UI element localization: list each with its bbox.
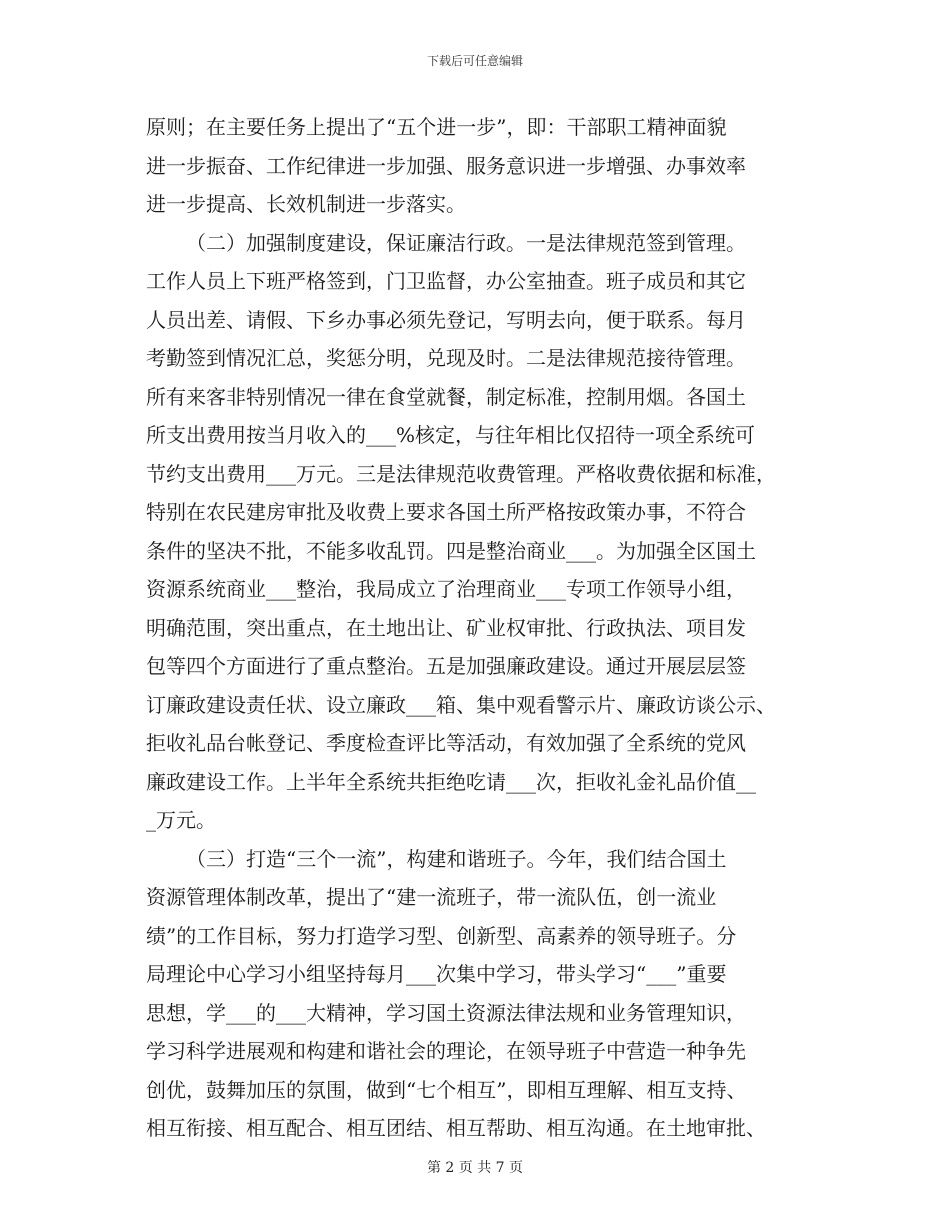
- text-line: 所支出费用按当月收入的___%核定，与往年相比仅招待一项全系统可: [146, 423, 756, 447]
- text-line: 绩”的工作目标，努力打造学习型、创新型、高素养的领导班子。分: [146, 923, 737, 948]
- text-line: 创优，鼓舞加压的氛围，做到“七个相互”，即相互理解、相互支持、: [146, 1077, 747, 1102]
- paragraph-start-line: （二）加强制度建设，保证廉洁行政。一是法律规范签到管理。: [186, 230, 746, 255]
- text-line: 拒收礼品台帐登记、季度检查评比等活动，有效加强了全系统的党风: [146, 731, 746, 755]
- text-line: 考勤签到情况汇总，奖惩分明，兑现及时。二是法律规范接待管理。: [146, 346, 746, 370]
- page-header: 下载后可任意编辑: [426, 54, 523, 68]
- text-line: 条件的坚决不批，不能多收乱罚。四是整治商业___。为加强全区国土: [146, 538, 756, 563]
- text-line: 工作人员上下班严格签到，门卫监督，办公室抽查。班子成员和其它: [146, 269, 746, 293]
- text-line: 原则；在主要任务上提出了“五个进一步”，即：干部职工精神面貌: [146, 115, 727, 139]
- text-line: _万元。: [146, 808, 216, 832]
- text-line: 订廉政建设责任状、设立廉政___箱、集中观看警示片、廉政访谈公示、: [146, 692, 776, 717]
- text-line: 明确范围，突出重点，在土地出让、矿业权审批、行政执法、项目发: [146, 615, 746, 640]
- text-line: 进一步提高、长效机制进一步落实。: [146, 192, 466, 216]
- page-number: 第 2 页 共 7 页: [426, 1160, 524, 1176]
- paragraph-start-line: （三）打造“三个一流”，构建和谐班子。今年，我们结合国土: [186, 846, 727, 871]
- text-line: 思想，学___的___大精神，学习国土资源法律法规和业务管理知识，: [146, 1000, 746, 1025]
- text-line: 节约支出费用___万元。三是法律规范收费管理。严格收费依据和标准，: [146, 461, 776, 486]
- text-line: 所有来客非特别情况一律在食堂就餐，制定标准，控制用烟。各国土: [146, 384, 746, 409]
- text-line: 学习科学进展观和构建和谐社会的理论，在领导班子中营造一种争先: [146, 1039, 746, 1063]
- text-line: 特别在农民建房审批及收费上要求各国土所严格按政策办事，不符合: [146, 500, 746, 524]
- document-body: [146, 108, 816, 1148]
- text-line: 局理论中心学习小组坚持每月___次集中学习，带头学习“___”重要: [146, 962, 727, 986]
- text-line: 人员出差、请假、下乡办事必须先登记，写明去向，便于联系。每月: [146, 307, 746, 332]
- text-line: 廉政建设工作。上半年全系统共拒绝吃请___次，拒收礼金礼品价值__: [146, 769, 756, 794]
- text-line: 资源系统商业___整治，我局成立了治理商业___专项工作领导小组，: [146, 577, 746, 601]
- text-line: 相互衔接、相互配合、相互团结、相互帮助、相互沟通。在土地审批、: [146, 1116, 766, 1140]
- text-line: 包等四个方面进行了重点整治。五是加强廉政建设。通过开展层层签: [146, 654, 746, 678]
- text-line: 进一步振奋、工作纪律进一步加强、服务意识进一步增强、办事效率: [146, 153, 746, 178]
- text-line: 资源管理体制改革，提出了“建一流班子，带一流队伍，创一流业: [146, 885, 717, 909]
